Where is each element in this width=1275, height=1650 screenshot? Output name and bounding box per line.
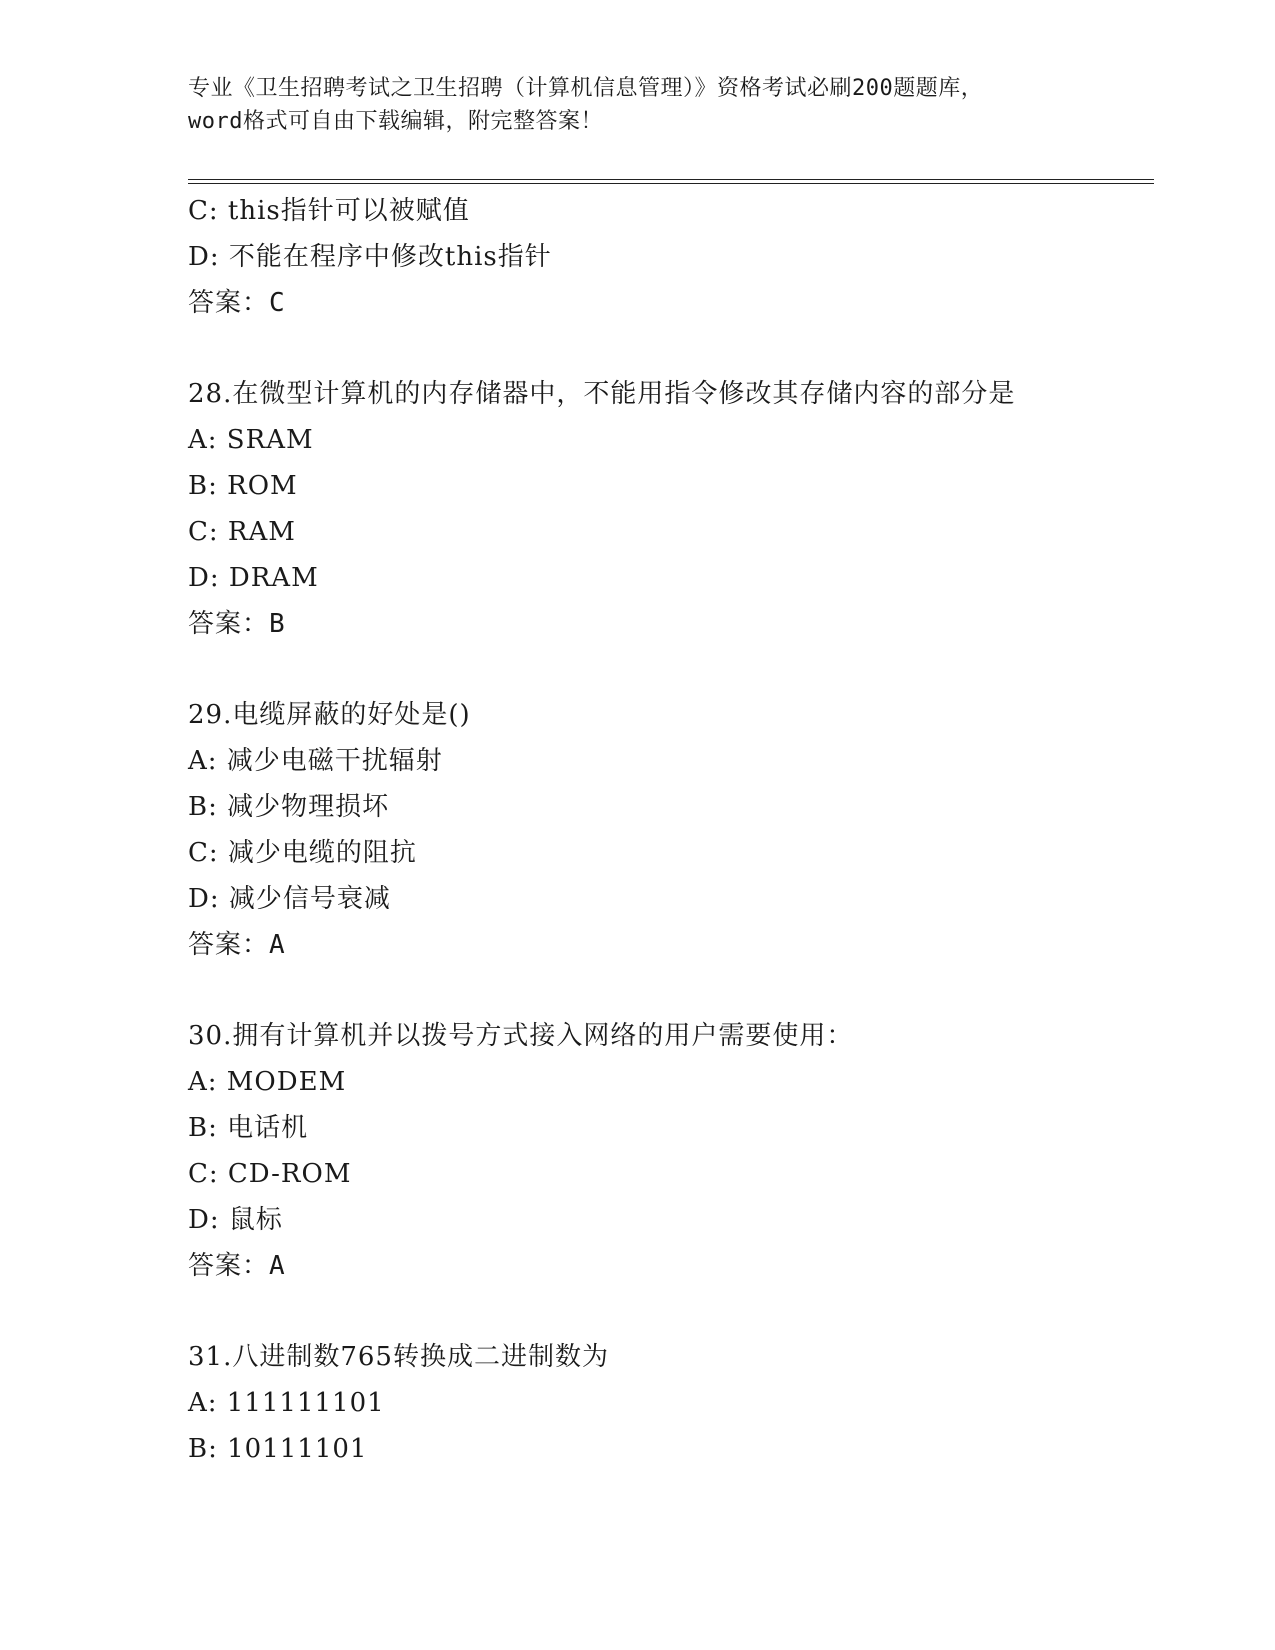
answer-label: 答案：C — [188, 288, 286, 318]
option-d: D: 不能在程序中修改this指针 — [188, 242, 552, 272]
option-b: B: ROM — [188, 471, 298, 501]
option-a: A: SRAM — [188, 425, 314, 455]
header-title-line-2: word格式可自由下载编辑，附完整答案！ — [188, 109, 603, 134]
option-d: D: 鼠标 — [188, 1205, 283, 1235]
option-d: D: DRAM — [188, 563, 319, 593]
option-a: A: 111111101 — [188, 1388, 385, 1418]
header-title-line-1: 专业《卫生招聘考试之卫生招聘（计算机信息管理）》资格考试必刷200题题库， — [188, 76, 984, 101]
header-divider — [188, 179, 1154, 184]
question-31 — [188, 1334, 1154, 1472]
option-c: C: this指针可以被赋值 — [188, 196, 470, 226]
option-a: A: MODEM — [188, 1067, 347, 1097]
option-c: C: RAM — [188, 517, 296, 547]
option-b: B: 10111101 — [188, 1434, 368, 1464]
question-29 — [188, 692, 1154, 968]
option-a: A: 减少电磁干扰辐射 — [188, 746, 443, 776]
option-b: B: 电话机 — [188, 1113, 309, 1143]
question-28 — [188, 371, 1154, 647]
question-stem: 30.拥有计算机并以拨号方式接入网络的用户需要使用： — [188, 1021, 854, 1051]
answer-label: 答案：A — [188, 930, 286, 960]
option-c: C: 减少电缆的阻抗 — [188, 838, 417, 868]
option-c: C: CD-ROM — [188, 1159, 352, 1189]
document-header — [188, 72, 1088, 138]
question-30 — [188, 1013, 1154, 1289]
question-stem: 28.在微型计算机的内存储器中，不能用指令修改其存储内容的部分是 — [188, 379, 1016, 409]
answer-label: 答案：B — [188, 609, 286, 639]
option-d: D: 减少信号衰减 — [188, 884, 391, 914]
option-b: B: 减少物理损坏 — [188, 792, 390, 822]
question-stem: 31.八进制数765转换成二进制数为 — [188, 1342, 609, 1372]
answer-label: 答案：A — [188, 1251, 286, 1281]
question-stem: 29.电缆屏蔽的好处是() — [188, 700, 471, 730]
question-list — [188, 188, 1154, 1472]
question-27-continuation — [188, 188, 1154, 326]
